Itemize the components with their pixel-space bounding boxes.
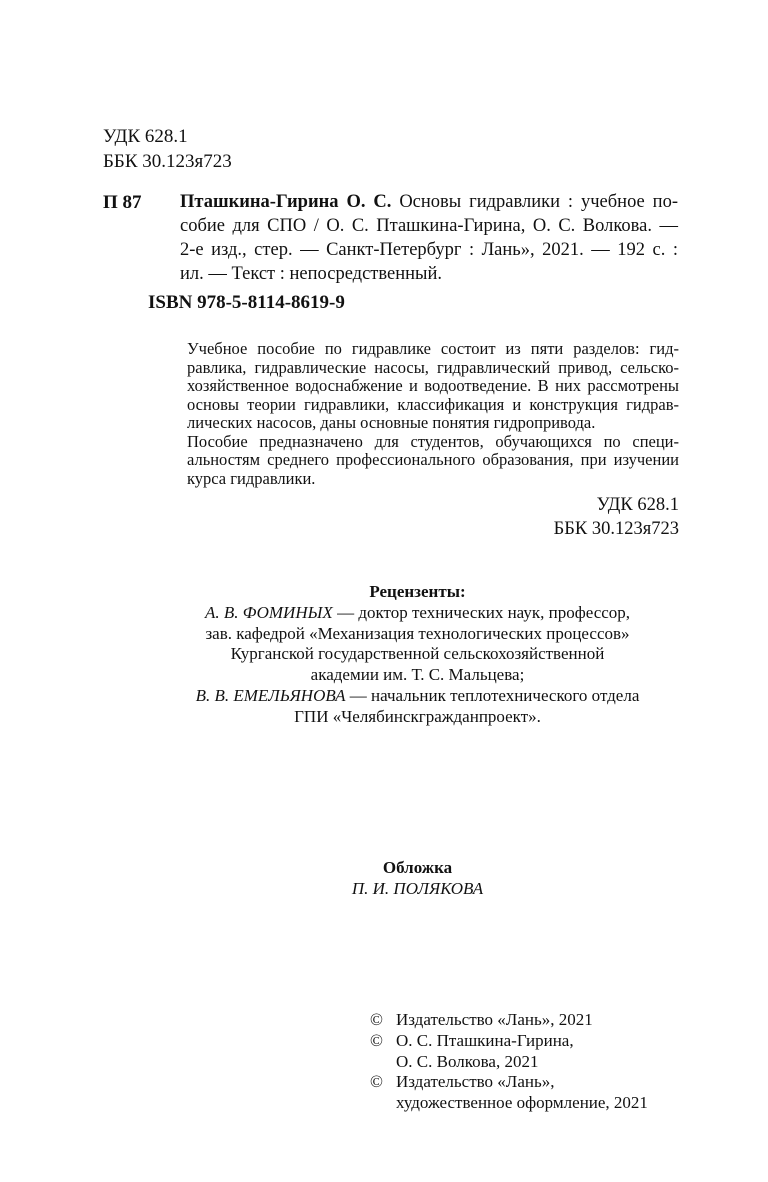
abstract — [187, 340, 679, 488]
top-udk: УДК 628.1 — [103, 126, 188, 147]
copyright-icon: © — [370, 1010, 383, 1029]
bottom-udk: УДК 628.1 — [596, 495, 679, 515]
reviewer-1-name: А. В. ФОМИНЫХ — [204, 602, 333, 622]
reviewer-1-org-2: академии им. Т. С. Мальцева; — [310, 665, 525, 685]
abstract-line: равлика, гидравлические насосы, гидравлический привод, сельско- — [187, 357, 679, 377]
abstract-line: хозяйственное водоснабжение и водоотведение. В них рассмотрены — [187, 376, 679, 395]
bottom-classification — [554, 493, 679, 541]
biblio-line-1 — [180, 190, 678, 214]
reviewer-1 — [140, 603, 695, 624]
abstract-line: лических насосов, даны основные понятия гидропривода. — [187, 413, 596, 432]
copyright-text — [396, 1072, 648, 1114]
abstract-line: курса гидравлики. — [187, 468, 316, 488]
biblio-line-2: собие для СПО / О. С. Пташкина-Гирина, О. С. Волкова. — — [180, 216, 678, 236]
reviewer-1-dept: зав. кафедрой «Механизация технологических процессов» — [205, 623, 630, 643]
copyright-text-line: О. С. Пташкина-Гирина, — [396, 1030, 574, 1050]
top-bbk: ББК 30.123я723 — [103, 151, 232, 172]
biblio-line-4: ил. — Текст : непосредственный. — [180, 264, 442, 284]
reviewer-2-title: — начальник теплотехнического отдела — [345, 685, 640, 705]
copyright-entry-2 — [370, 1031, 648, 1073]
copyright-icon: © — [370, 1072, 383, 1092]
reviewer-1-title: — доктор технических наук, профессор, — [332, 602, 631, 622]
copyright-text: Издательство «Лань», 2021 — [396, 1010, 593, 1029]
abstract-line: Учебное пособие по гидравлике состоит из пяти разделов: гид- — [187, 339, 679, 358]
bibliographic-entry — [180, 190, 678, 286]
catalog-code: П 87 — [103, 192, 142, 213]
abstract-line: альностям среднего профессионального образования, при изучении — [187, 450, 679, 469]
reviewer-1-org: Курганской государственной сельскохозяйственной — [230, 644, 605, 664]
copyright-entry-3 — [370, 1072, 648, 1114]
copyright-icon: © — [370, 1030, 383, 1050]
reviewer-2 — [140, 686, 695, 707]
reviewer-2-org: ГПИ «Челябинскгражданпроект». — [294, 706, 541, 726]
abstract-line: основы теории гидравлики, классификация и конструкция гидрав- — [187, 394, 679, 414]
cover-heading: Обложка — [382, 858, 453, 877]
copyright-text — [396, 1031, 574, 1073]
biblio-line-3: 2-е изд., стер. — Санкт-Петербург : Лань», 2021. — 192 с. : — [180, 240, 678, 260]
biblio-title: Основы гидравлики : учебное по- — [391, 192, 678, 212]
top-classification — [103, 124, 232, 174]
cover-credit — [140, 858, 695, 900]
copyright-block — [370, 1010, 648, 1114]
copyright-entry-1 — [370, 1010, 648, 1031]
isbn: ISBN 978-5-8114-8619-9 — [148, 292, 345, 313]
cover-artist: П. И. ПОЛЯКОВА — [351, 878, 484, 898]
reviewers-heading: Рецензенты: — [369, 582, 466, 601]
bottom-bbk: ББК 30.123я723 — [553, 519, 679, 539]
reviewer-2-name: В. В. ЕМЕЛЬЯНОВА — [195, 685, 346, 705]
copyright-text-line: О. С. Волкова, 2021 — [396, 1051, 539, 1071]
copyright-text-line: художественное оформление, 2021 — [396, 1093, 648, 1113]
author-name: Пташкина-Гирина О. С. — [180, 192, 392, 212]
abstract-line: Пособие предназначено для студентов, обучающихся по специ- — [187, 431, 679, 451]
copyright-text-line: Издательство «Лань», — [396, 1072, 555, 1092]
reviewers-block — [140, 582, 695, 728]
